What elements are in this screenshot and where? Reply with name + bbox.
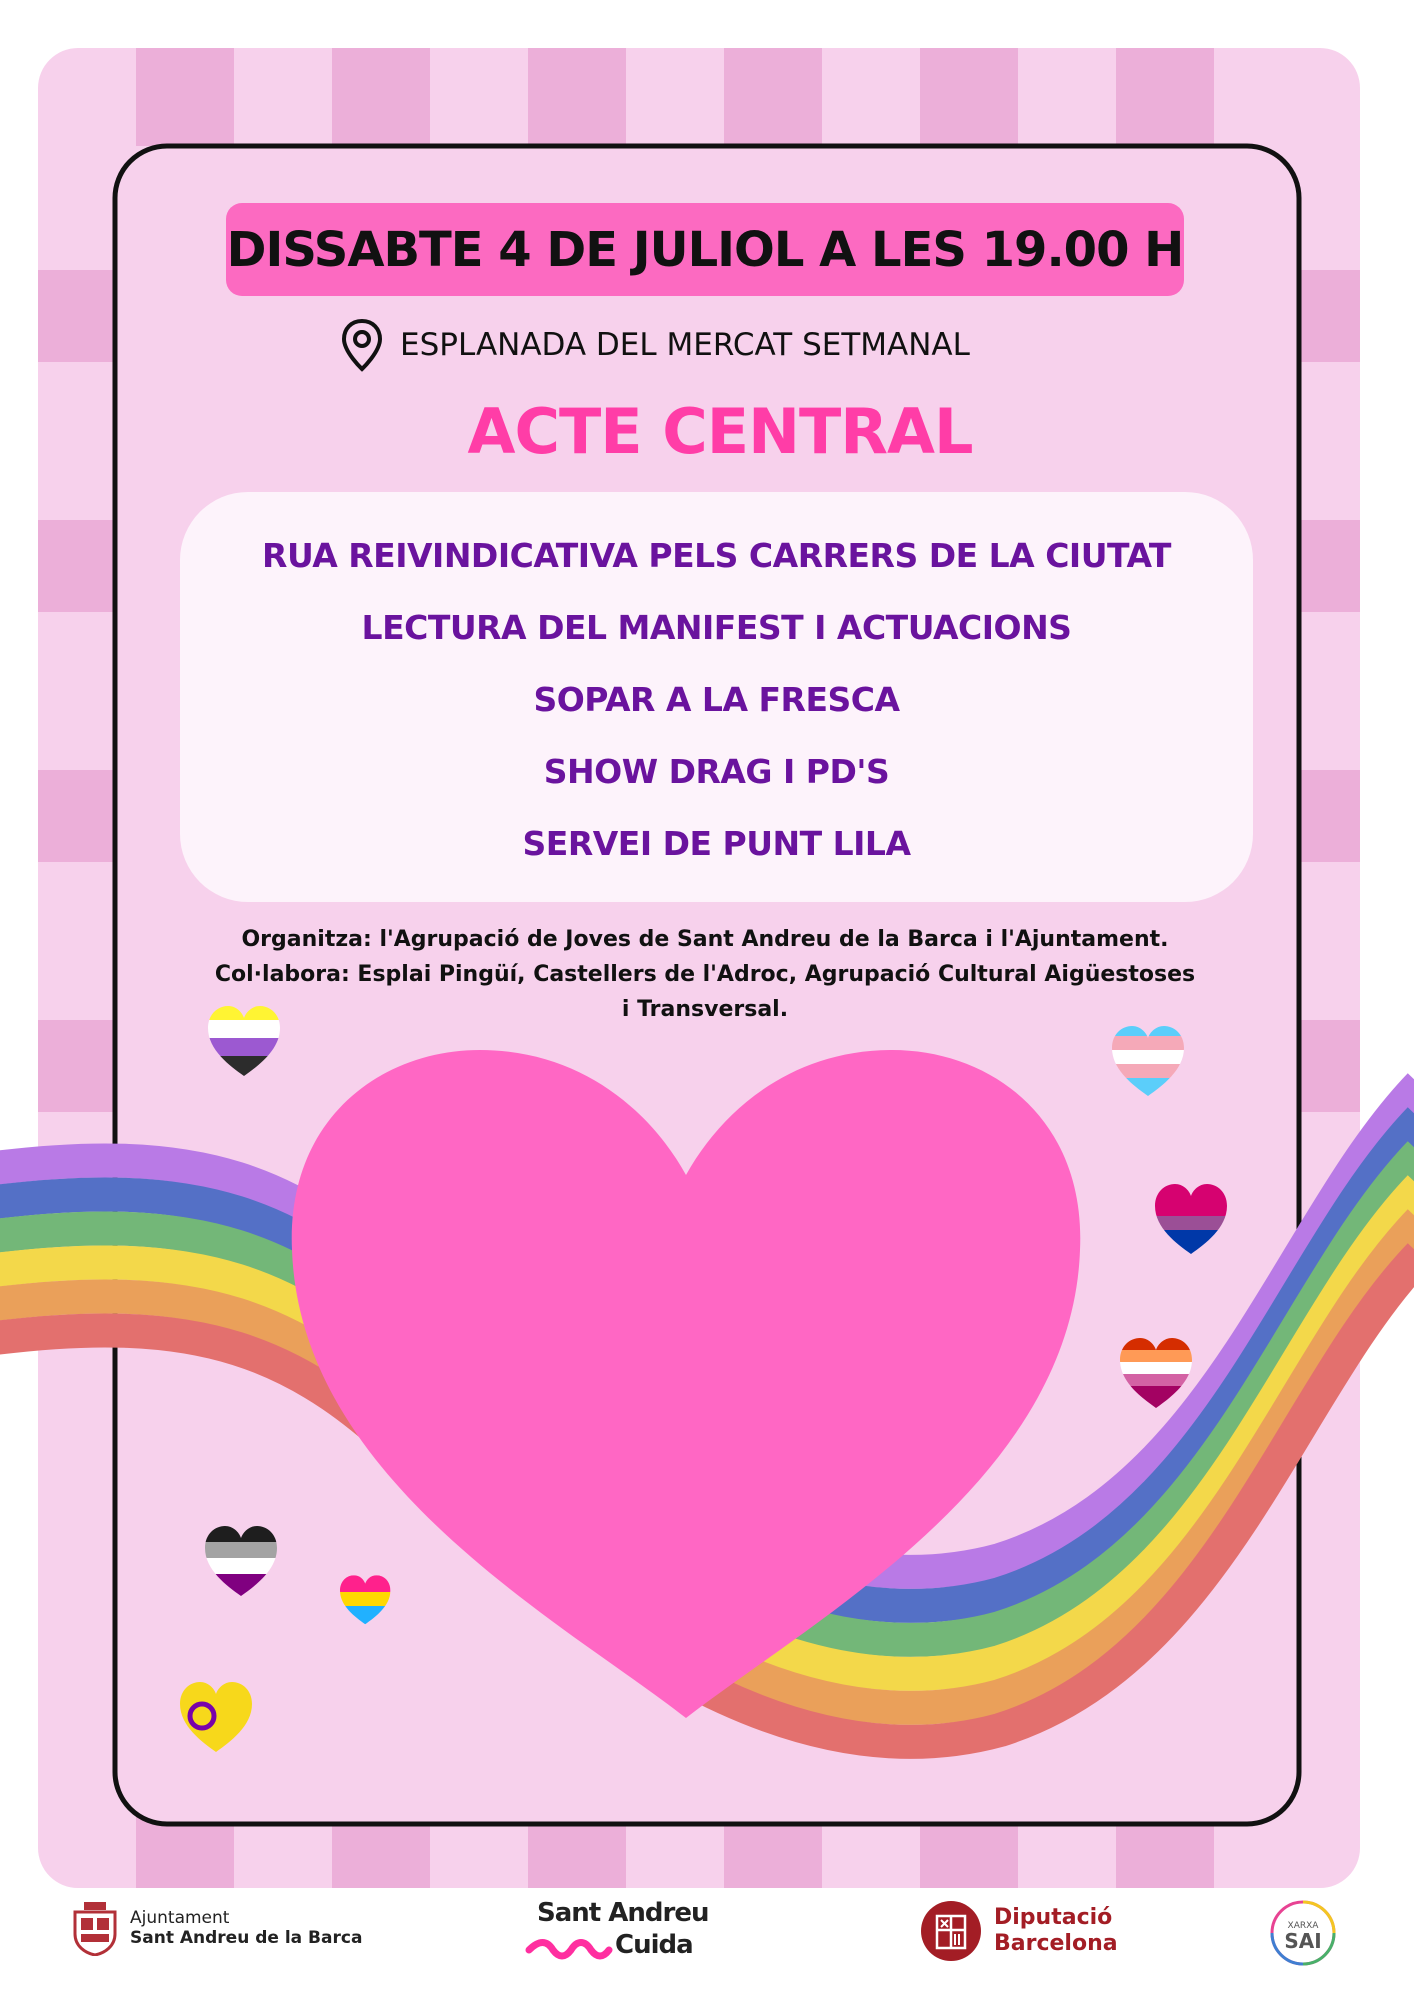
map-pin-icon <box>340 318 384 372</box>
ajuntament-line1: Ajuntament <box>130 1908 230 1928</box>
activity-item: LECTURA DEL MANIFEST I ACTUACIONS <box>361 608 1072 647</box>
diputacio-line1: Diputació <box>994 1905 1113 1930</box>
credits-block <box>190 922 1220 1027</box>
diputacio-line2: Barcelona <box>994 1931 1118 1956</box>
diputacio-seal-icon <box>920 1900 982 1962</box>
cuida-line2: Cuida <box>615 1930 693 1960</box>
sai-top-text: XARXA <box>1287 1921 1319 1931</box>
activity-item: SHOW DRAG I PD'S <box>543 752 890 791</box>
cuida-line1: Sant Andreu <box>537 1898 709 1928</box>
sai-main-text: SAI <box>1284 1929 1322 1953</box>
ajuntament-crest-icon <box>70 1900 120 1956</box>
location-text: ESPLANADA DEL MERCAT SETMANAL <box>400 327 970 363</box>
credits-collaborators: Col·labora: Esplai Pingüí, Castellers de l'Adroc, Agrupació Cultural Aigüestoses <box>214 962 1196 987</box>
credits-collaborators-cont: i Transversal. <box>621 997 789 1022</box>
date-banner <box>226 203 1184 296</box>
cuida-swoosh-icon <box>525 1936 613 1960</box>
xarxa-sai-logo <box>1268 1898 1338 1968</box>
activities-panel <box>180 492 1253 902</box>
credits-organizers: Organitza: l'Agrupació de Joves de Sant Andreu de la Barca i l'Ajuntament. <box>241 927 1169 952</box>
event-headline: ACTE CENTRAL <box>467 395 973 468</box>
activity-item: RUA REIVINDICATIVA PELS CARRERS DE LA CIUTAT <box>262 536 1171 575</box>
ajuntament-logo <box>70 1898 370 1958</box>
activity-item: SOPAR A LA FRESCA <box>533 680 900 719</box>
sant-andreu-cuida-logo <box>525 1898 725 1968</box>
event-location <box>340 316 1080 374</box>
diputacio-logo <box>920 1896 1150 1966</box>
activity-item: SERVEI DE PUNT LILA <box>522 824 911 863</box>
ajuntament-line2: Sant Andreu de la Barca <box>130 1928 363 1948</box>
event-date-time: DISSABTE 4 DE JULIOL A LES 19.00 H <box>226 221 1184 278</box>
